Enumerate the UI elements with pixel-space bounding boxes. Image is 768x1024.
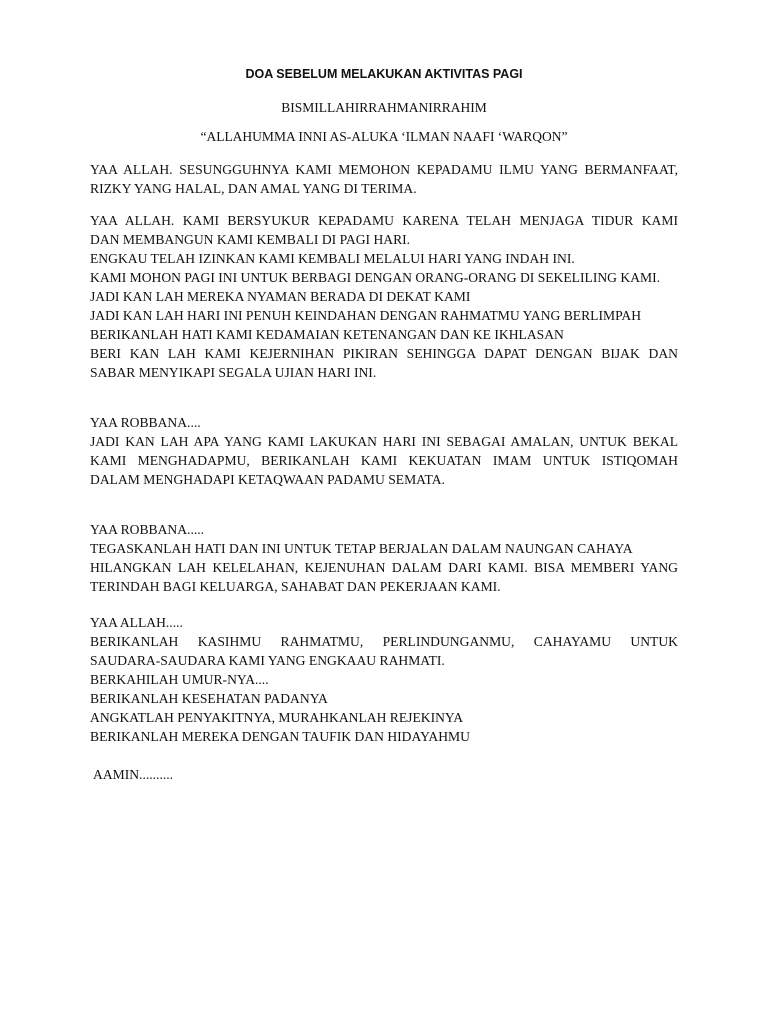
paragraph-line: TERINDAH BAGI KELUARGA, SAHABAT DAN PEKERJAAN KAMI.: [90, 579, 501, 594]
paragraph-line: DALAM MENGHADAPI KETAQWAAN PADAMU SEMATA.: [90, 472, 445, 487]
paragraph-line: SAUDARA-SAUDARA KAMI YANG ENGKAAU RAHMATI.: [90, 653, 445, 668]
paragraph-line: BERI KAN LAH KAMI KEJERNIHAN PIKIRAN SEHINGGA DAPAT DENGAN BIJAK DAN: [90, 346, 678, 361]
document-title: DOA SEBELUM MELAKUKAN AKTIVITAS PAGI: [245, 67, 523, 81]
bismillah-line: BISMILLAHIRRAHMANIRRAHIM: [281, 100, 487, 115]
paragraph-line: KAMI MOHON PAGI INI UNTUK BERBAGI DENGAN ORANG-ORANG DI SEKELILING KAMI.: [90, 270, 661, 285]
paragraph-heading: YAA ROBBANA....: [90, 415, 201, 430]
paragraph-line: ENGKAU TELAH IZINKAN KAMI KEMBALI MELALUI HARI YANG INDAH INI.: [90, 251, 575, 266]
closing-amin: AAMIN..........: [93, 767, 174, 782]
paragraph-line: JADI KAN LAH APA YANG KAMI LAKUKAN HARI INI SEBAGAI AMALAN, UNTUK BEKAL: [90, 434, 678, 449]
paragraph-line: KAMI MENGHADAPMU, BERIKANLAH KAMI KEKUATAN IMAM UNTUK ISTIQOMAH: [90, 453, 678, 468]
invocation-line: “ALLAHUMMA INNI AS-ALUKA ‘ILMAN NAAFI ‘WARQON”: [200, 129, 568, 144]
paragraph-line: BERKAHILAH UMUR-NYA....: [90, 672, 269, 687]
paragraph-5: [90, 613, 678, 746]
paragraph-line: HILANGKAN LAH KELELAHAN, KEJENUHAN DALAM DARI KAMI. BISA MEMBERI YANG: [90, 560, 678, 575]
paragraph-heading: YAA ROBBANA.....: [90, 522, 205, 537]
paragraph-heading: YAA ALLAH.....: [90, 615, 183, 630]
paragraph-line: BERIKANLAH HATI KAMI KEDAMAIAN KETENANGAN DAN KE IKHLASAN: [90, 327, 564, 342]
paragraph-4: [90, 520, 678, 596]
paragraph-line: ANGKATLAH PENYAKITNYA, MURAHKANLAH REJEKINYA: [90, 710, 464, 725]
paragraph-line: JADI KAN LAH HARI INI PENUH KEINDAHAN DENGAN RAHMATMU YANG BERLIMPAH: [90, 308, 642, 323]
paragraph-line: JADI KAN LAH MEREKA NYAMAN BERADA DI DEKAT KAMI: [90, 289, 471, 304]
paragraph-line: BERIKANLAH MEREKA DENGAN TAUFIK DAN HIDAYAHMU: [90, 729, 470, 744]
paragraph-line: SABAR MENYIKAPI SEGALA UJIAN HARI INI.: [90, 365, 377, 380]
paragraph-line: DAN MEMBANGUN KAMI KEMBALI DI PAGI HARI.: [90, 232, 411, 247]
paragraph-line: TEGASKANLAH HATI DAN INI UNTUK TETAP BERJALAN DALAM NAUNGAN CAHAYA: [90, 541, 633, 556]
paragraph-line: YAA ALLAH. KAMI BERSYUKUR KEPADAMU KARENA TELAH MENJAGA TIDUR KAMI: [90, 213, 678, 228]
paragraph-line: BERIKANLAH KESEHATAN PADANYA: [90, 691, 328, 706]
paragraph-1: [90, 160, 678, 198]
paragraph-3: [90, 413, 678, 489]
document-page: [90, 0, 678, 1024]
paragraph-line: YAA ALLAH. SESUNGGUHNYA KAMI MEMOHON KEPADAMU ILMU YANG BERMANFAAT,: [90, 162, 678, 177]
paragraph-line: RIZKY YANG HALAL, DAN AMAL YANG DI TERIMA.: [90, 181, 417, 196]
paragraph-2: [90, 211, 678, 382]
paragraph-line: BERIKANLAH KASIHMU RAHMATMU, PERLINDUNGANMU, CAHAYAMU UNTUK: [90, 634, 678, 649]
